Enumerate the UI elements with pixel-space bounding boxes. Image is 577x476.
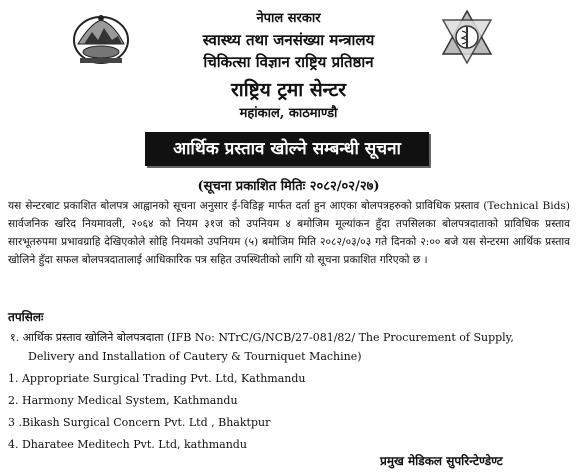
notice-body	[8, 197, 570, 269]
list-item: 4. Dharatee Meditech Pvt. Ltd, kathmandu	[8, 438, 247, 451]
publish-date: (सूचना प्रकाशित मितिः २०८२/०२/२७)	[197, 179, 380, 194]
list-item: 3 .Bikash Surgical Concern Pvt. Ltd , Bhaktpur	[8, 416, 271, 429]
list-item: 2. Harmony Medical System, Kathmandu	[8, 394, 238, 407]
notice-title-box	[145, 132, 429, 166]
header-government: नेपाल सरकार	[256, 11, 321, 26]
list-intro-line2: Delivery and Installation of Cautery & Tourniquet Machine)	[28, 350, 362, 363]
bidder-list	[8, 328, 568, 454]
body-paragraph: यस सेन्टरबाट प्रकाशित बोलपत्र आह्वानको सूचना अनुसार ई-विडिङ्ग मार्फत दर्ता हुन आएका बोलपत्रहरुको प्राविधिक प्रस्ताव (Technical Bids) सार्वजनिक खरिद नियमावली, २०६४ को नियम ३१ज को उपनियम ४ बमोजिम मूल्यांकन हुँदा तपसिलका बोलपत्रदाताको प्राविधिक प्रस्ताव सारभूतरुपमा प्रभावग्राहि देखिएकोले सोहि नियमको उपनियम (५) बमोजिम मिति २०८२/०३/०३ गते दिनको २:०० बजे यस सेन्टरमा आर्थिक प्रस्ताव खोलिने हुँदा सफल बोलपत्रदातालाई आधिकारिक पत्र सहित उपस्थितीको लागि यो सूचना प्रकाशित गरिएको छ ।	[8, 200, 570, 266]
header-ministry: स्वास्थ्य तथा जनसंख्या मन्त्रालय	[202, 31, 375, 49]
header-academy: चिकित्सा विज्ञान राष्ट्रिय प्रतिष्ठान	[203, 53, 374, 71]
header-location: महांकाल, काठमाण्डौ	[239, 106, 338, 121]
header-center: राष्ट्रिय ट्रमा सेन्टर	[231, 79, 346, 101]
list-intro-line1: १. आर्थिक प्रस्ताव खोलिने बोलपत्रदाता (IFB No: NTrC/G/NCB/27-081/82/ The Procurement of Supply,	[10, 331, 514, 344]
details-label: तपसिलः	[8, 310, 44, 324]
list-item: 1. Appropriate Surgical Trading Pvt. Ltd, Kathmandu	[8, 372, 306, 385]
signature: प्रमुख मेडिकल सुपरिन्टेण्डेण्ट	[380, 454, 503, 468]
list-intro	[8, 328, 568, 366]
notice-title: आर्थिक प्रस्ताव खोल्ने सम्बन्धी सूचना	[173, 139, 401, 159]
